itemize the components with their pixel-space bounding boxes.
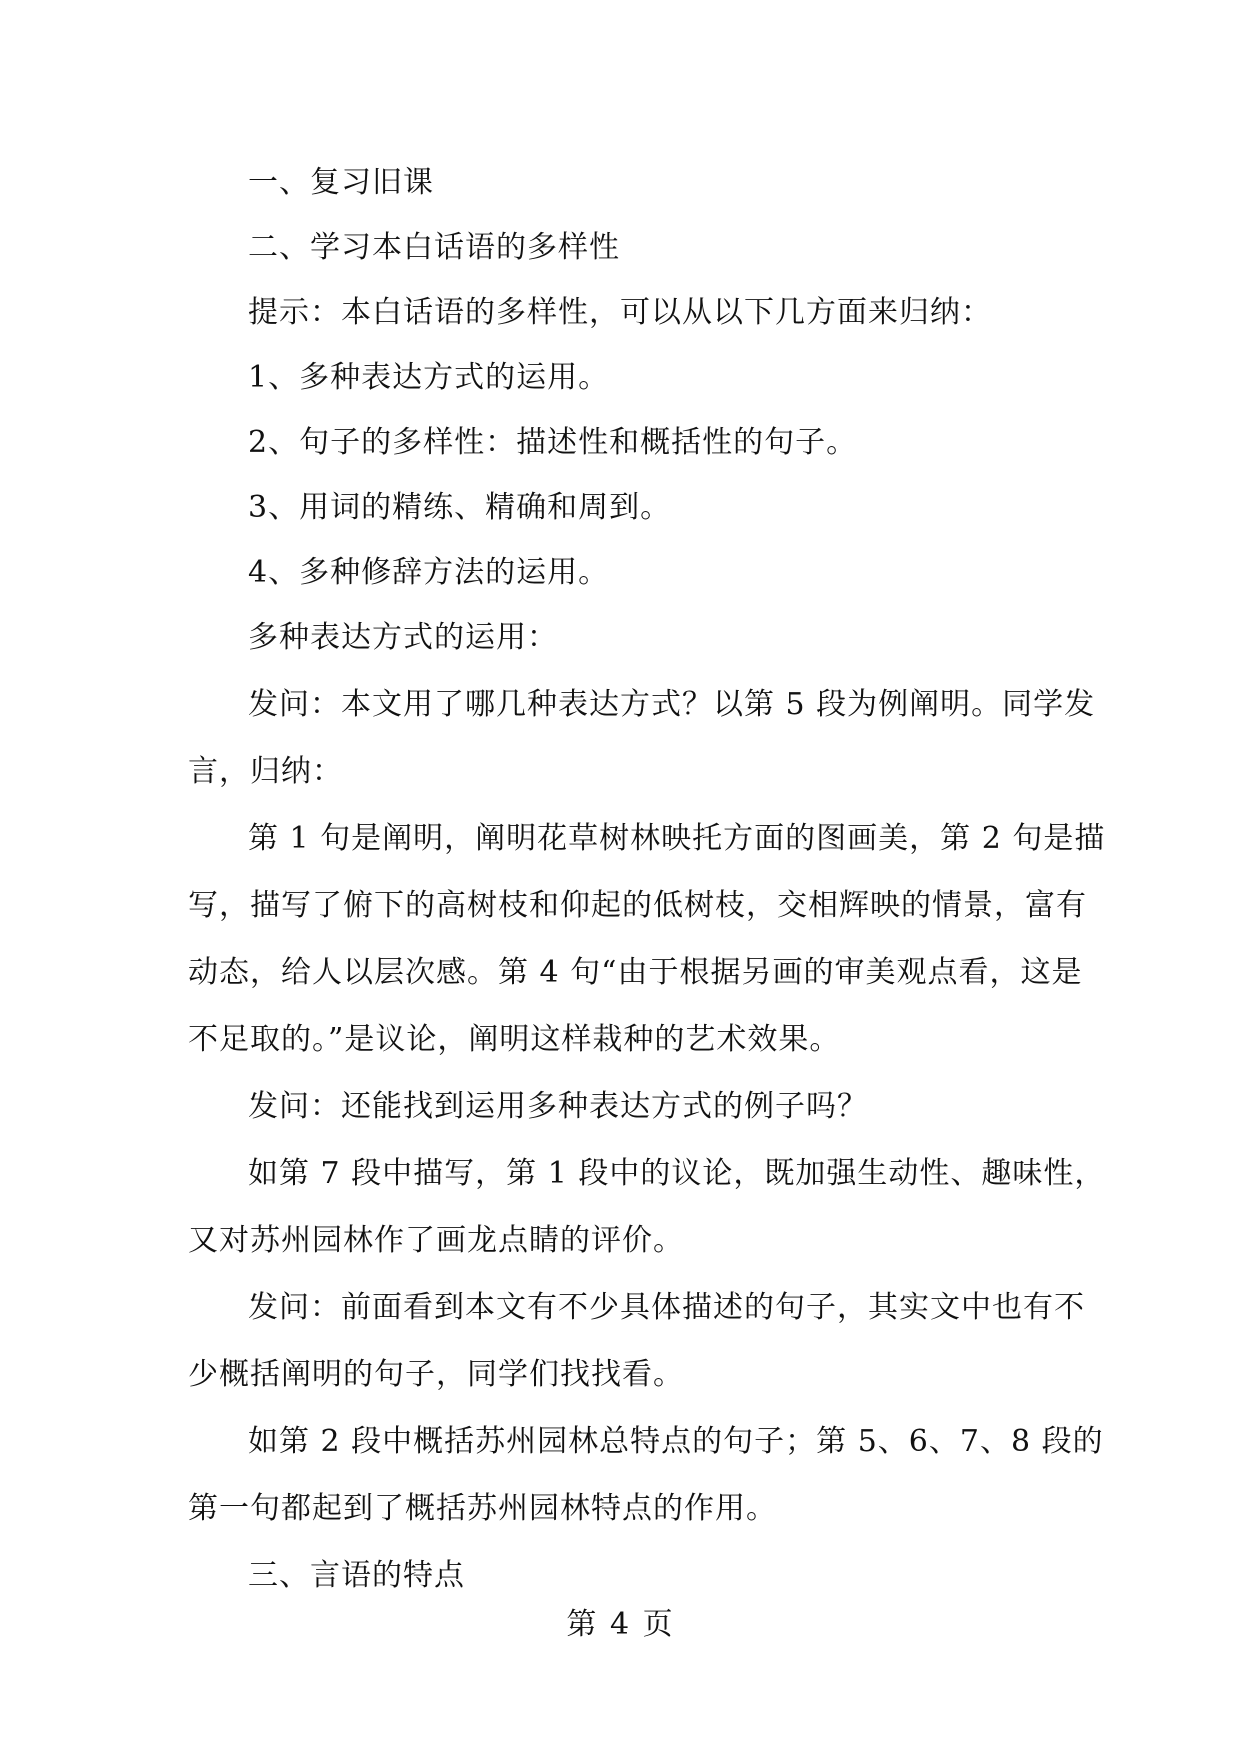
paragraph-analysis-line-1: 第 1 句是阐明，阐明花草树林映托方面的图画美，第 2 句是描 (248, 821, 1106, 856)
paragraph-answer-2-line-1: 如第 7 段中描写，第 1 段中的议论，既加强生动性、趣味性， (248, 1156, 1106, 1191)
section-heading-review: 一、复习旧课 (248, 165, 434, 200)
paragraph-analysis-line-4: 不足取的。”是议论，阐明这样栽种的艺术效果。 (188, 1022, 841, 1057)
paragraph-question-1-line-1: 发问：本文用了哪几种表达方式？以第 5 段为例阐明。同学发 (248, 687, 1096, 722)
list-item-2: 2、句子的多样性：描述性和概括性的句子。 (248, 425, 858, 460)
paragraph-answer-3-line-1: 如第 2 段中概括苏州园林总特点的句子；第 5、6、7、8 段的 (248, 1424, 1104, 1459)
section-heading-language-variety: 二、学习本白话语的多样性 (248, 230, 620, 265)
paragraph-question-1-line-2: 言，归纳： (188, 754, 343, 789)
section-heading-language-features: 三、言语的特点 (248, 1558, 465, 1593)
paragraph-answer-2-line-2: 又对苏州园林作了画龙点睛的评价。 (188, 1223, 684, 1258)
paragraph-question-2: 发问：还能找到运用多种表达方式的例子吗？ (248, 1089, 868, 1124)
paragraph-analysis-line-2: 写，描写了俯下的高树枝和仰起的低树枝，交相辉映的情景，富有 (188, 888, 1087, 923)
subheading-expression-methods: 多种表达方式的运用： (248, 620, 558, 655)
paragraph-question-3-line-1: 发问：前面看到本文有不少具体描述的句子，其实文中也有不 (248, 1290, 1085, 1325)
paragraph-hint: 提示：本白话语的多样性，可以从以下几方面来归纳： (248, 295, 992, 330)
list-item-4: 4、多种修辞方法的运用。 (248, 555, 610, 590)
list-item-1: 1、多种表达方式的运用。 (248, 360, 610, 395)
paragraph-question-3-line-2: 少概括阐明的句子，同学们找找看。 (188, 1357, 684, 1392)
paragraph-answer-3-line-2: 第一句都起到了概括苏州园林特点的作用。 (188, 1491, 777, 1526)
paragraph-analysis-line-3: 动态，给人以层次感。第 4 句“由于根据另画的审美观点看，这是 (188, 955, 1083, 990)
page-number-footer: 第 4 页 (566, 1607, 675, 1642)
list-item-3: 3、用词的精练、精确和周到。 (248, 490, 672, 525)
